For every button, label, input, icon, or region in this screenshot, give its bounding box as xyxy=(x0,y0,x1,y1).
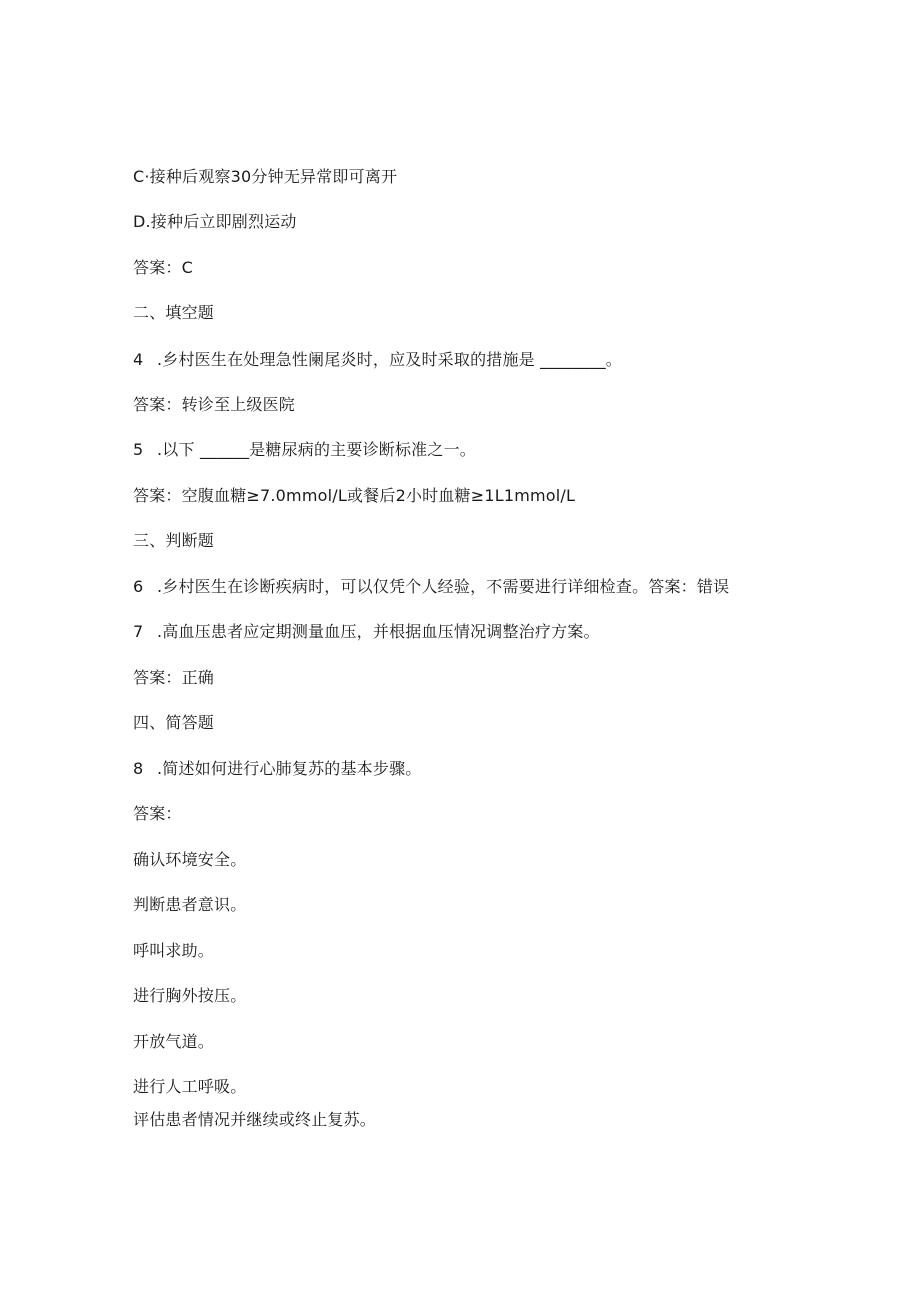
cpr-step: 进行人工呼吸。 xyxy=(133,1077,247,1096)
section-heading-true-false: 三、判断题 xyxy=(133,531,215,550)
cpr-step: 确认环境安全。 xyxy=(133,850,247,869)
question-number: 7 xyxy=(133,622,144,641)
cpr-step: 开放气道。 xyxy=(133,1032,215,1051)
cpr-step: 呼叫求助。 xyxy=(133,941,215,960)
section-heading-fill-blank: 二、填空题 xyxy=(133,303,215,322)
question-8: 8 .简述如何进行心肺复苏的基本步骤。 xyxy=(133,759,422,778)
cpr-step: 评估患者情况并继续或终止复苏。 xyxy=(133,1110,377,1129)
answer-line: 答案：转诊至上级医院 xyxy=(133,395,296,414)
question-4: 4 .乡村医生在处理急性阑尾炎时，应及时采取的措施是 ________。 xyxy=(133,350,622,369)
question-number: 6 xyxy=(133,577,144,596)
question-7: 7 .高血压患者应定期测量血压，并根据血压情况调整治疗方案。 xyxy=(133,622,600,641)
answer-line: 答案： xyxy=(133,804,182,823)
question-number: 4 xyxy=(133,350,144,369)
cpr-step: 进行胸外按压。 xyxy=(133,986,247,1005)
question-6: 6 .乡村医生在诊断疾病时，可以仅凭个人经验，不需要进行详细检查。答案：错误 xyxy=(133,577,730,596)
answer-line: 答案：C xyxy=(133,258,193,277)
question-number: 5 xyxy=(133,440,144,459)
answer-line: 答案：正确 xyxy=(133,668,215,687)
option-c: C·接种后观察30分钟无异常即可离开 xyxy=(133,167,398,186)
question-number: 8 xyxy=(133,759,144,778)
question-5: 5 .以下 ______是糖尿病的主要诊断标准之一。 xyxy=(133,440,476,459)
answer-line: 答案：空腹血糖≥7.0mmol/L或餐后2小时血糖≥1L1mmol/L xyxy=(133,486,576,505)
section-heading-short-answer: 四、简答题 xyxy=(133,713,215,732)
option-d: D.接种后立即剧烈运动 xyxy=(133,212,297,231)
cpr-step: 判断患者意识。 xyxy=(133,895,247,914)
